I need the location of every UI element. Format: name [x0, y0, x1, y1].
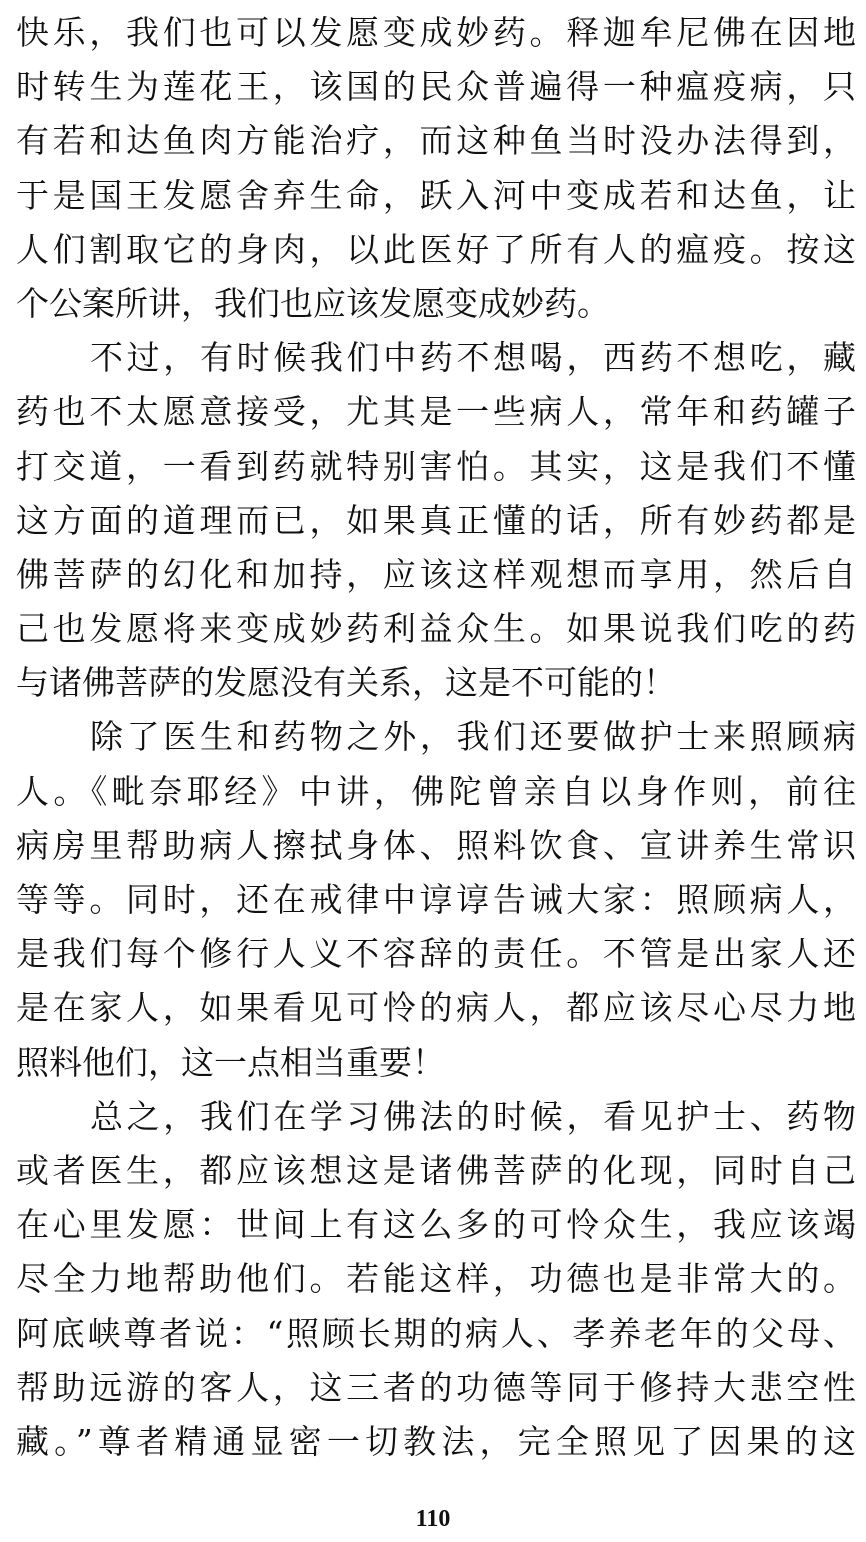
text-line: 药也不太愿意接受，尤其是一些病人，常年和药罐子 [16, 392, 856, 432]
text-line: 时转生为莲花王，该国的民众普遍得一种瘟疫病，只 [16, 67, 856, 107]
text-line: 个公案所讲，我们也应该发愿变成妙药。 [16, 283, 610, 323]
text-line: 这方面的道理而已，如果真正懂的话，所有妙药都是 [16, 500, 856, 540]
body-text [16, 6, 856, 1469]
page-number: 110 [415, 1506, 451, 1532]
paragraph-first-line: 除了医生和药物之外，我们还要做护士来照顾病 [90, 717, 856, 757]
paragraph-first-line: 不过，有时候我们中药不想喝，西药不想吃，藏 [90, 338, 856, 378]
text-line: 人们割取它的身肉，以此医好了所有人的瘟疫。按这 [16, 229, 856, 269]
text-line: 等等。同时，还在戒律中谆谆告诫大家：照顾病人， [16, 880, 856, 919]
text-line: 是在家人，如果看见可怜的病人，都应该尽心尽力地 [16, 988, 856, 1028]
text-line: 尽全力地帮助他们。若能这样，功德也是非常大的。 [16, 1259, 856, 1299]
text-line: 佛菩萨的幻化和加持，应该这样观想而享用，然后自 [16, 554, 856, 594]
text-line: 是我们每个修行人义不容辞的责任。不管是出家人还 [16, 934, 856, 974]
text-line: 有若和达鱼肉方能治疗，而这种鱼当时没办法得到， [16, 121, 856, 161]
text-line: 藏。”尊者精通显密一切教法，完全照见了因果的这 [16, 1421, 856, 1461]
text-line: 帮助远游的客人，这三者的功德等同于修持大悲空性 [16, 1367, 856, 1407]
text-line: 病房里帮助病人擦拭身体、照料饮食、宣讲养生常识 [16, 825, 856, 865]
text-line: 与诸佛菩萨的发愿没有关系，这是不可能的！ [16, 663, 676, 703]
text-line: 照料他们，这一点相当重要！ [16, 1042, 445, 1082]
text-line: 打交道，一看到药就特别害怕。其实，这是我们不懂 [16, 446, 856, 486]
text-line: 己也发愿将来变成妙药利益众生。如果说我们吃的药 [16, 609, 856, 649]
paragraph-first-line: 总之，我们在学习佛法的时候，看见护士、药物 [90, 1096, 856, 1136]
text-line: 或者医生，都应该想这是诸佛菩萨的化现，同时自己 [16, 1150, 856, 1190]
text-line: 阿底峡尊者说：“照顾长期的病人、孝养老年的父母、 [16, 1313, 856, 1353]
text-line: 人。《毗奈耶经》中讲，佛陀曾亲自以身作则，前往 [16, 771, 856, 811]
text-line: 在心里发愿：世间上有这么多的可怜众生，我应该竭 [16, 1205, 856, 1245]
text-line: 快乐，我们也可以发愿变成妙药。释迦牟尼佛在因地 [16, 13, 856, 52]
text-line: 于是国王发愿舍弃生命，跃入河中变成若和达鱼，让 [16, 175, 856, 215]
